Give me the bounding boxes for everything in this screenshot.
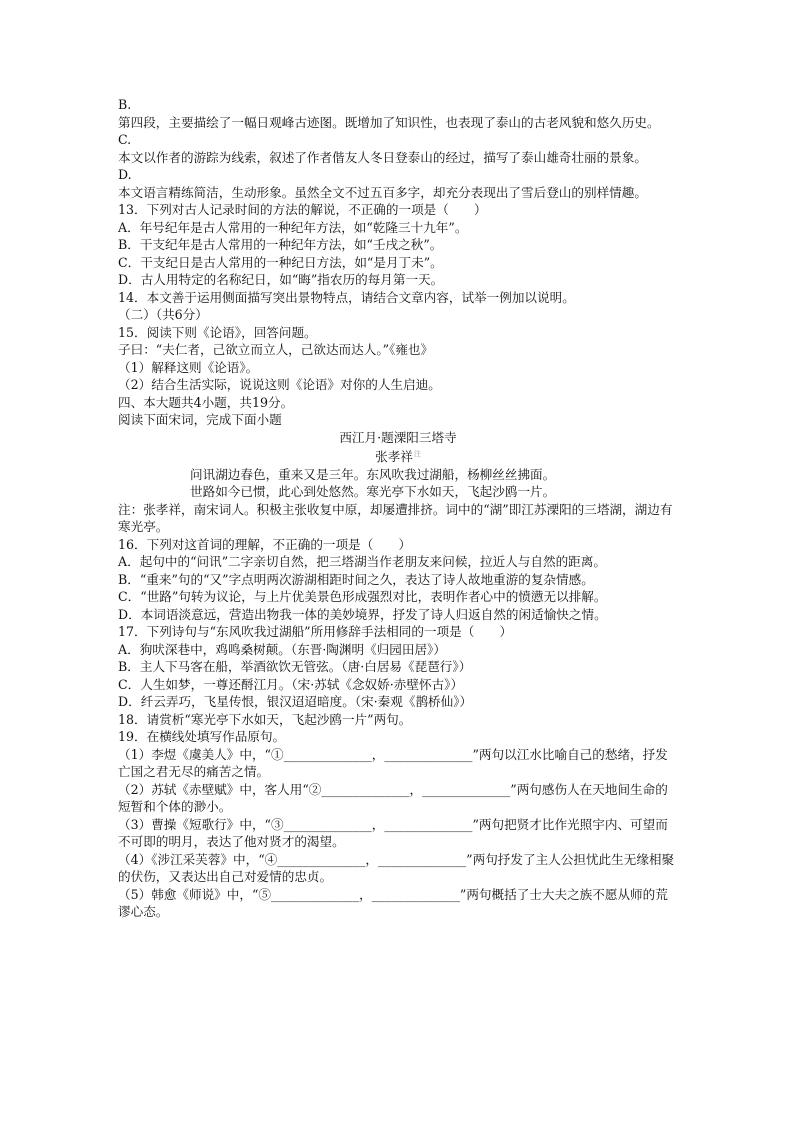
question-19: 19．在横线处填写作品原句。 [118,729,286,745]
section-2-heading: （二）（共6分） [118,307,208,322]
option-b-text: 第四段，主要描绘了一幅日观峰古迹图。既增加了知识性，也表现了泰山的古老风貌和悠久历史。 [118,114,660,130]
question-16-option-c: C．“世路”句转为议论，与上片优美景色形成强烈对比，表明作者心中的愤懑无以排解。 [118,589,607,605]
question-15: 15．阅读下则《论语》，回答问题。 [118,324,317,340]
question-13-option-c: C．干支纪日是古人常用的一种纪日方法，如“是月丁未”。 [118,254,443,270]
question-19-part-2: （2）苏轼《赤壁赋》中，客人用“②______________，______________”两句感伤人在天地间生命的短暂和个体的渺小。 [118,781,668,815]
poem-line-2: 世路如今已惯，此心到处悠然。寒光亭下水如天，飞起沙鸥一片。 [190,484,556,500]
question-15-part-1: （1）解释这则《论语》。 [118,359,259,375]
question-13-option-a: A．年号纪年是古人常用的一种纪年方法，如“乾隆三十九年”。 [118,219,468,235]
poem-note: 注：张孝祥，南宋词人。积极主张收复中原，却屡遭排挤。词中的“湖”即江苏溧阳的三塔湖，湖边有寒光亭。 [118,501,673,535]
question-17-option-c: C．人生如梦，一尊还酹江月。（宋·苏轼《念奴娇·赤壁怀古》） [118,676,464,692]
question-18: 18．请赏析“寒光亭下水如天，飞起沙鸥一片”两句。 [118,711,412,727]
question-17-option-b: B．主人下马客在船，举酒欲饮无管弦。（唐·白居易《琵琶行》） [118,659,472,675]
document-page [118,96,678,921]
poem-note-mark: 注 [413,450,421,458]
reading-instruction: 阅读下面宋词，完成下面小题 [118,412,282,427]
question-19-part-1: （1）李煜《虞美人》中，“①______________，______________”两句以江水比喻自己的愁绪，抒发亡国之君无尽的痛苦之情。 [118,746,668,780]
question-16: 16．下列对这首词的理解，不正确的一项是（ ） [118,536,412,552]
question-13-option-d: D．古人用特定的名称纪日，如“晦”指农历的每月第一天。 [118,272,444,287]
question-19-part-3: （3）曹操《短歌行》中，“③______________，______________”两句把贤才比作光照宇内、可望而不可即的明月，表达了他对贤才的渴望。 [118,816,668,850]
question-19-part-5: （5）韩愈《师说》中，“⑤______________，______________”两句概括了士大夫之族不愿从师的荒谬心态。 [118,886,668,920]
question-16-option-d: D．本词语淡意远，营造出物我一体的美妙境界，抒发了诗人归返自然的闲适愉快之情。 [118,606,607,622]
poem-author-line [118,446,678,466]
question-19-part-4: （4）《涉江采芙蓉》中，“④______________，______________”两句抒发了主人公担忧此生无缘相聚的伏伤，又表达出自己对爱情的忠贞。 [118,851,675,885]
option-c-label: C. [118,132,132,147]
question-16-option-a: A．起句中的“问讯”二字亲切自然，把三塔湖当作老朋友来问候，拉近人与自然的距离。 [118,554,606,570]
poem-line-1: 问讯湖边春色，重来又是三年。东风吹我过湖船，杨柳丝丝拂面。 [190,466,556,482]
option-d-text: 本文语言精练简洁，生动形象。虽然全文不过五百多字，却充分表现出了雪后登山的别样情趣。 [118,184,647,200]
option-d-label: D. [118,167,132,182]
question-16-option-b: B．“重来”句的“又”字点明两次游湖相距时间之久，表达了诗人故地重游的复杂情感。 [118,571,594,587]
question-17: 17．下列诗句与“东风吹我过湖船”所用修辞手法相同的一项是（ ） [118,624,513,640]
option-b-label: B. [118,97,132,112]
poem-author: 张孝祥 [375,449,413,465]
option-c-text: 本文以作者的游踪为线索，叙述了作者偕友人冬日登泰山的经过，描写了泰山雄奇壮丽的景象。 [118,149,647,165]
part-4-heading: 四、本大题共4小题，共19分。 [118,394,294,410]
question-15-part-2: （2）结合生活实际，说说这则《论语》对你的人生启迪。 [118,377,441,392]
question-17-option-d: D．纤云弄巧，飞星传恨，银汉迢迢暗度。（宋·秦观《鹊桥仙》） [118,694,473,710]
question-17-option-a: A．狗吠深巷中，鸡鸣桑树颠。（东晋·陶渊明《归园田居》） [118,641,446,657]
analects-quote: 子曰：“夫仁者，己欲立而立人，己欲达而达人。”《雍也》 [118,342,434,357]
question-13: 13．下列对古人记录时间的方法的解说，不正确的一项是（ ） [118,202,487,217]
question-14: 14．本文善于运用侧面描写突出景物特点，请结合文章内容，试举一例加以说明。 [118,289,575,305]
poem-title: 西江月·题溧阳三塔寺 [339,429,457,445]
question-13-option-b: B．干支纪年是古人常用的一种纪年方法，如“壬戌之秋”。 [118,237,443,252]
